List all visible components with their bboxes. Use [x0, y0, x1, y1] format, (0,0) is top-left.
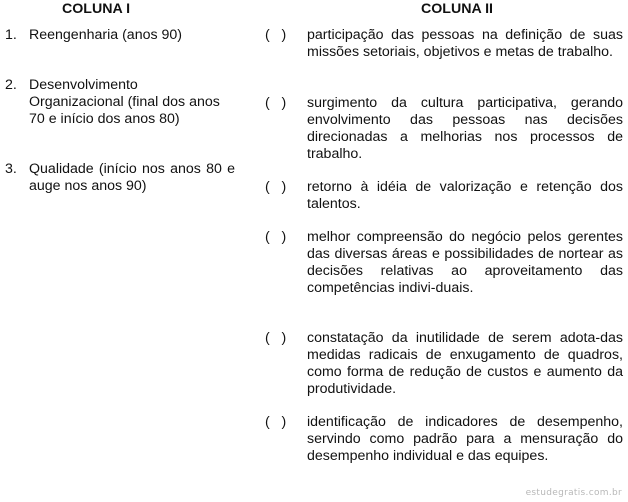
answer-blank[interactable]: ( ): [265, 414, 287, 430]
coluna1-item-text: Desenvolvimento Organizacional (final dos anos 70 e início dos anos 80): [29, 77, 220, 127]
coluna2-item-text: participação das pessoas na definição de suas missões setoriais, objetivos e metas de trabalho.: [307, 27, 623, 60]
coluna2-item-text: melhor compreensão do negócio pelos gerentes das diversas áreas e possibilidades de nortear as decisões relativas ao aproveitamento das competências indivi-duais.: [307, 229, 623, 296]
coluna1-item-number: 3.: [5, 161, 17, 177]
answer-blank[interactable]: ( ): [265, 95, 287, 111]
coluna2-item-text: retorno à idéia de valorização e retenção dos talentos.: [307, 179, 623, 212]
coluna2-item-text: constatação da inutilidade de serem adota-das medidas radicais de enxugamento de quadros, como forma de redução de custos e aumento da produtividade.: [307, 330, 623, 397]
answer-blank[interactable]: ( ): [265, 27, 287, 43]
col1-header: COLUNA I: [62, 1, 131, 17]
answer-blank[interactable]: ( ): [265, 229, 287, 245]
coluna1-item-number: 1.: [5, 27, 17, 43]
coluna2-item-text: identificação de indicadores de desempenho, servindo como padrão para a mensuração do desempenho individual e das equipes.: [307, 414, 623, 464]
coluna1-item-text: Reengenharia (anos 90): [29, 27, 183, 43]
col2-header: COLUNA II: [421, 1, 493, 17]
coluna1-item-text: Qualidade (início nos anos 80 e auge nos anos 90): [29, 161, 235, 194]
coluna1-item-number: 2.: [5, 77, 17, 93]
coluna2-item-text: surgimento da cultura participativa, gerando envolvimento das pessoas nas decisões direcionadas a melhorias nos processos de trabalho.: [307, 95, 623, 162]
answer-blank[interactable]: ( ): [265, 330, 287, 346]
watermark: estudegratis.com.br: [525, 488, 622, 498]
answer-blank[interactable]: ( ): [265, 179, 287, 195]
